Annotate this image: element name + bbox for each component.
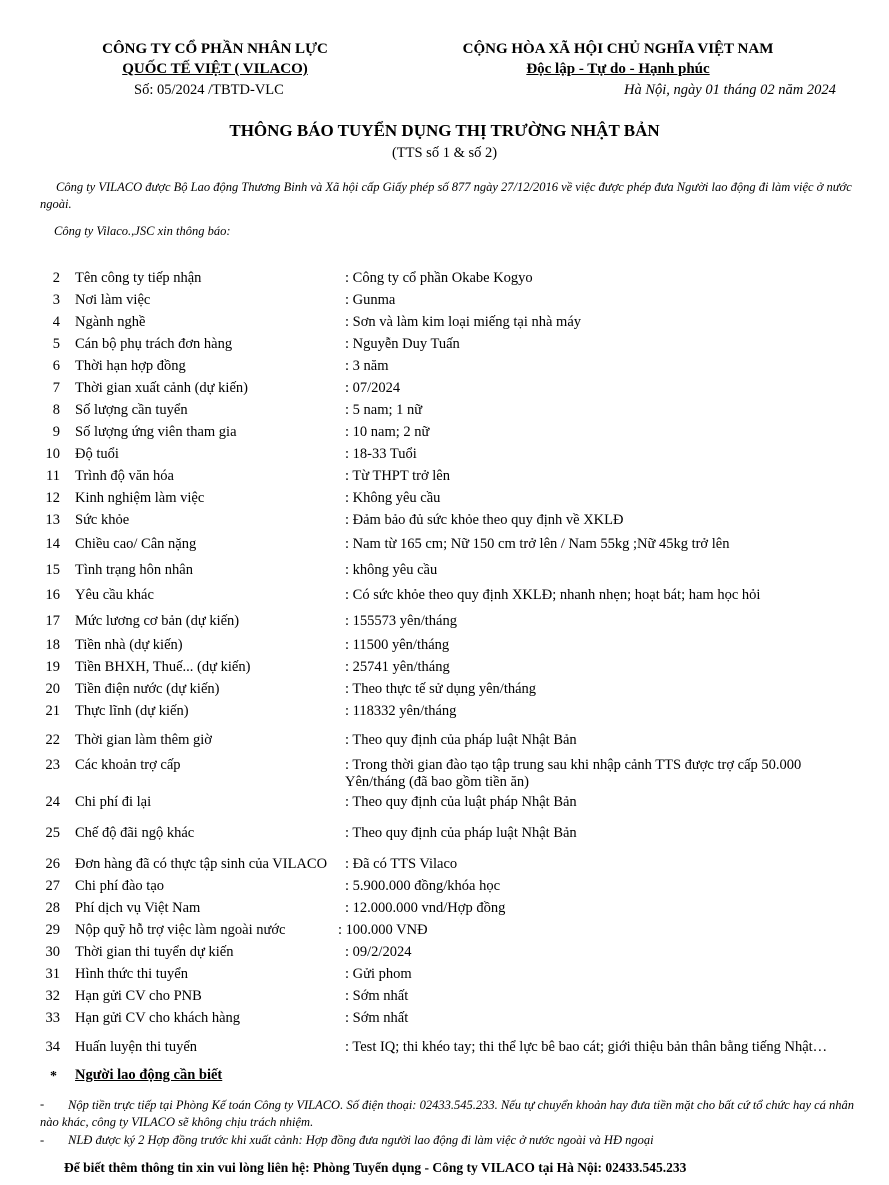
row-number: 7 (52, 380, 60, 396)
row-number: 20 (45, 681, 60, 697)
row-value: : Không yêu cầu (345, 490, 441, 506)
row-number: 12 (45, 490, 60, 506)
row-label: Thời hạn hợp đồng (75, 358, 186, 374)
row-label: Chi phí đi lại (75, 794, 152, 810)
table-row (0, 703, 889, 723)
row-label: Yêu cầu khác (75, 587, 154, 603)
row-value: : 10 nam; 2 nữ (345, 424, 430, 440)
table-row (0, 825, 889, 845)
row-number: 9 (52, 424, 60, 440)
row-number: 31 (45, 966, 60, 982)
row-value: : Từ THPT trở lên (345, 468, 450, 484)
row-number: 24 (45, 794, 60, 810)
row-label: Hạn gửi CV cho khách hàng (75, 1010, 241, 1026)
row-label: Chiều cao/ Cân nặng (75, 536, 197, 552)
row-label: Trình độ văn hóa (75, 468, 174, 484)
row-number: 19 (45, 659, 60, 675)
table-row (0, 988, 889, 1008)
row-value: : 100.000 VNĐ (338, 922, 428, 938)
row-label: Hạn gửi CV cho PNB (75, 988, 202, 1004)
table-row (0, 878, 889, 898)
intro-announce: Công ty Vilaco.,JSC xin thông báo: (54, 224, 231, 238)
row-label: Đơn hàng đã có thực tập sinh của VILACO (75, 856, 328, 872)
table-row (0, 856, 889, 876)
row-value: : Đã có TTS Vilaco (345, 856, 458, 872)
row-value: : 5 nam; 1 nữ (345, 402, 423, 418)
row-label: Ngành nghề (75, 314, 146, 330)
row-value: : Công ty cổ phần Okabe Kogyo (345, 270, 533, 286)
row-value: : 118332 yên/tháng (345, 703, 457, 719)
row-label: Nơi làm việc (75, 292, 151, 308)
row-value: : 18-33 Tuổi (345, 446, 417, 462)
row-number: 27 (45, 878, 60, 894)
page-subtitle: (TTS số 1 & số 2) (391, 145, 498, 161)
intro-paragraph: Công ty VILACO được Bộ Lao động Thương Binh và Xã hội cấp Giấy phép số 877 ngày 27/12/2016 về việc được phép đưa Người lao động đi làm việc ở nước ngoài. (40, 180, 852, 211)
row-label: Phí dịch vụ Việt Nam (75, 900, 201, 916)
table-row (0, 314, 889, 334)
table-row (0, 794, 889, 814)
table-row (0, 681, 889, 701)
row-number: 23 (45, 757, 60, 773)
row-label: Sức khỏe (75, 512, 130, 528)
row-label: Tình trạng hôn nhân (75, 562, 193, 578)
table-row (0, 1039, 889, 1059)
document-number: Số: 05/2024 /TBTD-VLC (134, 82, 284, 98)
row-label: Tiền nhà (dự kiến) (75, 637, 183, 653)
table-row (0, 270, 889, 290)
note-item-2: NLĐ được ký 2 Hợp đồng trước khi xuất cảnh: Hợp đồng đưa người lao động đi làm việc ở nước ngoài và HĐ ngoại (68, 1133, 654, 1147)
row-label: Tên công ty tiếp nhận (75, 270, 202, 286)
row-number: 33 (45, 1010, 60, 1026)
row-number: 5 (52, 336, 60, 352)
row-value: : 155573 yên/tháng (345, 613, 457, 629)
table-row (0, 613, 889, 633)
note-dash-1: - (40, 1097, 45, 1111)
table-row (0, 446, 889, 466)
notes-heading: Người lao động cần biết (75, 1067, 223, 1083)
row-value: : 09/2/2024 (345, 944, 412, 960)
row-number: 10 (45, 446, 60, 462)
contact-footer: Để biết thêm thông tin xin vui lòng liên hệ: Phòng Tuyển dụng - Công ty VILACO tại Hà Nội: 02433.545.233 (64, 1160, 687, 1175)
row-value: : Theo quy định của pháp luật Nhật Bản (345, 732, 577, 748)
row-label: Kinh nghiệm làm việc (75, 490, 205, 506)
row-value: : Sơn và làm kim loại miếng tại nhà máy (345, 314, 582, 330)
row-number: 14 (45, 536, 60, 552)
row-number: 28 (45, 900, 60, 916)
row-value: : không yêu cầu (345, 562, 438, 578)
row-label: Chi phí đào tạo (75, 878, 165, 894)
row-value: : Gửi phom (345, 966, 412, 982)
note-bullet: * (50, 1069, 57, 1084)
note-item-1: Nộp tiền trực tiếp tại Phòng Kế toán Công ty VILACO. Số điện thoại: 02433.545.233. Nếu tự chuyển khoản hay đưa tiền mặt cho bất cứ tổ chức hay cá nhân nào khác, công ty VILACO sẽ không chịu trách nhiệm. (40, 1098, 855, 1129)
row-label: Mức lương cơ bản (dự kiến) (75, 613, 240, 629)
table-row (0, 637, 889, 657)
row-label: Thời gian thi tuyển dự kiến (75, 944, 234, 960)
row-value: : 5.900.000 đồng/khóa học (345, 878, 501, 894)
row-label: Nộp quỹ hỗ trợ việc làm ngoài nước (75, 922, 286, 938)
row-number: 17 (45, 613, 60, 629)
table-row (0, 424, 889, 444)
row-label: Huấn luyện thi tuyển (75, 1039, 198, 1055)
company-name-line2: QUỐC TẾ VIỆT ( VILACO) (122, 61, 308, 77)
table-row (0, 587, 889, 607)
row-value: : 25741 yên/tháng (345, 659, 450, 675)
row-value: : Theo quy định của luật pháp Nhật Bản (345, 794, 577, 810)
row-value: : Nam từ 165 cm; Nữ 150 cm trở lên / Nam 55kg ;Nữ 45kg trở lên (345, 536, 730, 552)
row-label: Các khoản trợ cấp (75, 757, 181, 773)
table-row (0, 659, 889, 679)
row-label: Cán bộ phụ trách đơn hàng (75, 336, 233, 352)
row-number: 21 (45, 703, 60, 719)
row-value: : 3 năm (345, 358, 389, 374)
table-row (0, 732, 889, 752)
date-place: Hà Nội, ngày 01 tháng 02 năm 2024 (624, 82, 836, 98)
row-number: 32 (45, 988, 60, 1004)
row-label: Hình thức thi tuyển (75, 966, 188, 982)
nation-title: CỘNG HÒA XÃ HỘI CHỦ NGHĨA VIỆT NAM (462, 41, 774, 57)
note-dash-2: - (40, 1133, 45, 1147)
row-value: : Sớm nhất (345, 1010, 409, 1026)
row-value: : Sớm nhất (345, 988, 409, 1004)
page-title: THÔNG BÁO TUYỂN DỤNG THỊ TRƯỜNG NHẬT BẢN (229, 121, 660, 140)
row-value: : 11500 yên/tháng (345, 637, 450, 653)
row-label: Độ tuổi (75, 446, 119, 462)
table-row (0, 490, 889, 510)
row-number: 8 (52, 402, 60, 418)
row-value: : 07/2024 (345, 380, 401, 396)
row-label: Số lượng ứng viên tham gia (75, 424, 237, 440)
row-label: Tiền BHXH, Thuế... (dự kiến) (75, 659, 251, 675)
row-number: 22 (45, 732, 60, 748)
row-number: 4 (52, 314, 60, 330)
table-row (0, 402, 889, 422)
table-row (0, 336, 889, 356)
row-label: Số lượng cần tuyển (75, 402, 188, 418)
table-row (0, 292, 889, 312)
table-row (0, 468, 889, 488)
table-row (0, 922, 889, 942)
table-row (0, 944, 889, 964)
row-number: 11 (46, 468, 60, 484)
table-row (0, 380, 889, 400)
row-value: : Theo quy định của pháp luật Nhật Bản (345, 825, 577, 841)
row-label: Thời gian xuất cảnh (dự kiến) (75, 380, 248, 396)
company-name-line1: CÔNG TY CỔ PHẦN NHÂN LỰC (102, 41, 328, 57)
row-number: 30 (45, 944, 60, 960)
row-number: 26 (45, 856, 60, 872)
row-label: Chế độ đãi ngộ khác (75, 825, 195, 841)
row-value: : Theo thực tế sử dụng yên/tháng (345, 681, 537, 697)
row-number: 16 (45, 587, 60, 603)
table-row (0, 1010, 889, 1030)
row-number: 15 (45, 562, 60, 578)
row-value: : Trong thời gian đào tạo tập trung sau khi nhập cảnh TTS được trợ cấp 50.000 Yên/tháng (đã bao gồm tiền ăn) (345, 757, 802, 790)
row-number: 3 (52, 292, 60, 308)
table-row (0, 966, 889, 986)
nation-motto: Độc lập - Tự do - Hạnh phúc (526, 61, 710, 77)
row-number: 34 (45, 1039, 60, 1055)
table-row (0, 512, 889, 532)
table-row (0, 358, 889, 378)
row-number: 18 (45, 637, 60, 653)
row-value: : Gunma (345, 292, 396, 308)
row-number: 6 (52, 358, 60, 374)
row-number: 13 (45, 512, 60, 528)
table-row (0, 757, 889, 790)
row-value: : Test IQ; thi khéo tay; thi thể lực bê bao cát; giới thiệu bản thân bằng tiếng Nhật… (345, 1039, 828, 1055)
row-value: : 12.000.000 vnd/Hợp đồng (345, 900, 506, 916)
row-label: Thời gian làm thêm giờ (75, 732, 212, 748)
row-label: Tiền điện nước (dự kiến) (75, 681, 220, 697)
row-value: : Có sức khỏe theo quy định XKLĐ; nhanh nhẹn; hoạt bát; ham học hỏi (345, 587, 761, 603)
row-number: 2 (52, 270, 60, 286)
table-row (0, 900, 889, 920)
table-row (0, 536, 889, 556)
row-label: Thực lĩnh (dự kiến) (75, 703, 189, 719)
row-value: : Đảm bảo đủ sức khỏe theo quy định về XKLĐ (345, 512, 624, 528)
row-value: : Nguyễn Duy Tuấn (345, 336, 460, 352)
table-row (0, 562, 889, 582)
row-number: 25 (45, 825, 60, 841)
row-number: 29 (45, 922, 60, 938)
